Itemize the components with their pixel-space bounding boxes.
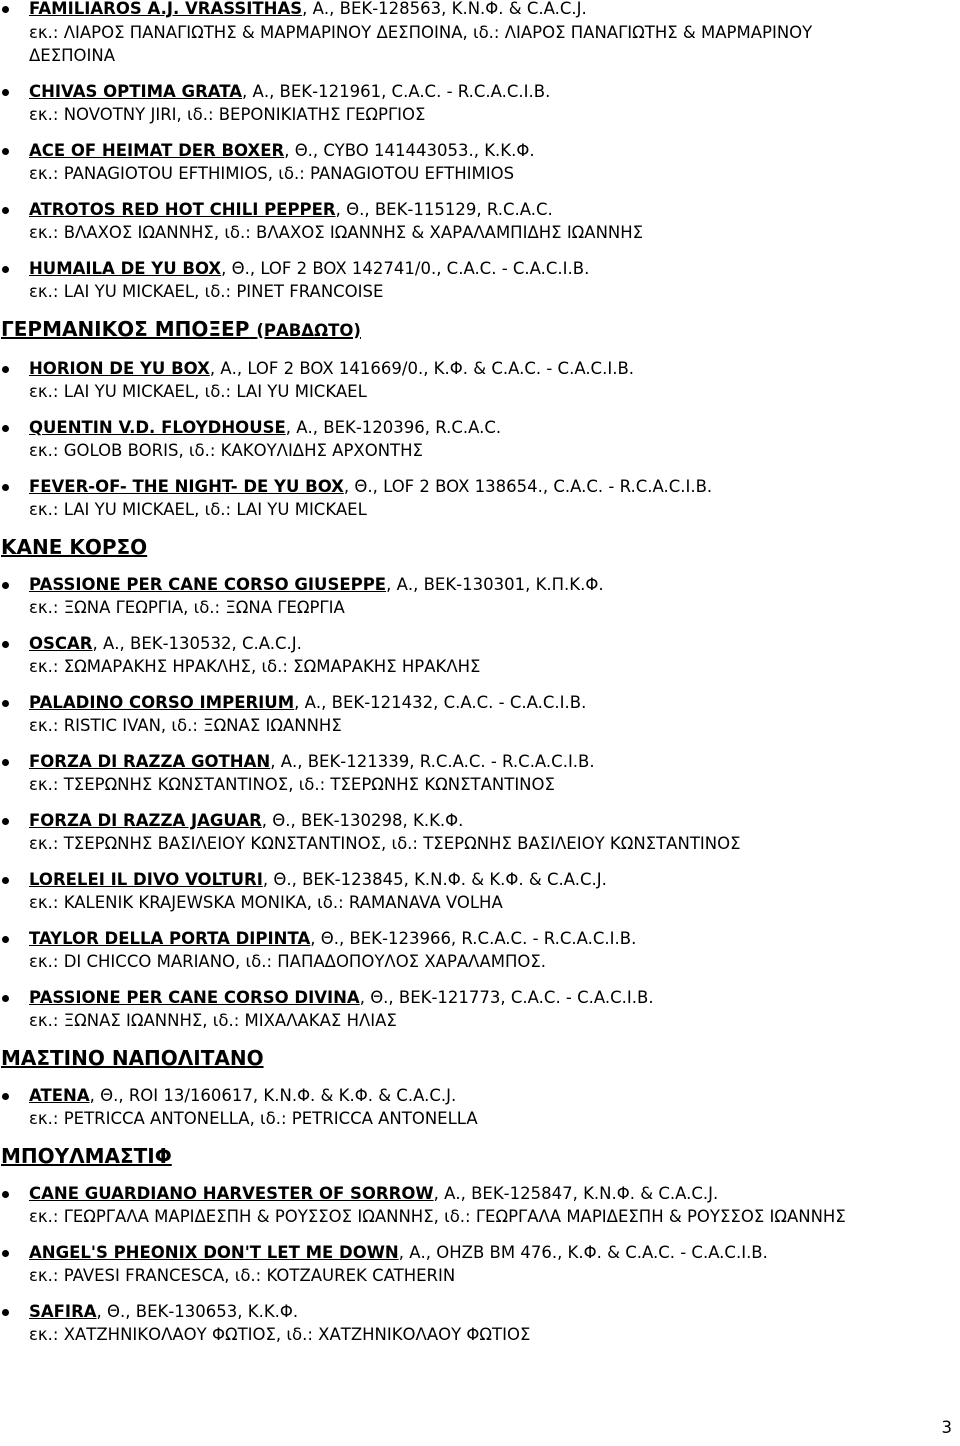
breed-heading xyxy=(0,1045,960,1071)
bullet-icon xyxy=(2,1250,9,1257)
dog-entry xyxy=(0,1182,960,1229)
dog-name: PASSIONE PER CANE CORSO GIUSEPPE xyxy=(29,574,387,594)
dog-details: , Α., ΒΕΚ-130301, Κ.Π.Κ.Φ. xyxy=(386,574,604,594)
dog-details: , Α., LOF 2 BOX 141669/0., Κ.Φ. & C.A.C. - C.A.C.I.B. xyxy=(209,358,635,378)
owner-line: εκ.: ΞΩΝΑ ΓΕΩΡΓΙΑ, ιδ.: ΞΩΝΑ ΓΕΩΡΓΙΑ xyxy=(29,598,345,617)
dog-entry xyxy=(0,632,960,679)
breed-heading xyxy=(0,1143,960,1169)
dog-entry-title-line xyxy=(29,750,960,774)
dog-entry xyxy=(0,986,960,1033)
owner-line: εκ.: RISTIC IVAN, ιδ.: ΞΩΝΑΣ ΙΩΑΝΝΗΣ xyxy=(29,716,342,735)
bullet-icon xyxy=(2,1309,9,1316)
dog-name: LORELEI IL DIVO VOLTURI xyxy=(29,869,263,889)
dog-entry-title-line xyxy=(29,868,960,892)
dog-details: , Θ., ΒΕΚ-115129, R.C.A.C. xyxy=(335,199,553,219)
dog-name: QUENTIN V.D. FLOYDHOUSE xyxy=(29,417,286,437)
bullet-icon xyxy=(2,89,9,96)
dog-name: PASSIONE PER CANE CORSO DIVINA xyxy=(29,987,360,1007)
dog-entry xyxy=(0,0,960,68)
breed-title: ΓΕΡΜΑΝΙΚΟΣ ΜΠΟΞΕΡ xyxy=(1,316,250,341)
dog-entry-title-line xyxy=(29,573,960,597)
dog-name: FORZA DI RAZZA JAGUAR xyxy=(29,810,262,830)
dog-entry-title-line xyxy=(29,80,960,104)
dog-details: , Α., ΒΕΚ-121339, R.C.A.C. - R.C.A.C.I.B. xyxy=(270,751,595,771)
owner-line: εκ.: LAI YU MICKAEL, ιδ.: PINET FRANCOISE xyxy=(29,282,384,301)
dog-details: , Α., ΒΕΚ-128563, Κ.Ν.Φ. & C.A.C.J. xyxy=(302,0,587,18)
dog-entry xyxy=(0,416,960,463)
breed-title: ΜΠΟΥΛΜΑΣΤΙΦ xyxy=(1,1143,172,1168)
owner-line: εκ.: ΣΩΜΑΡΑΚΗΣ ΗΡΑΚΛΗΣ, ιδ.: ΣΩΜΑΡΑΚΗΣ ΗΡΑΚΛΗΣ xyxy=(29,657,481,676)
bullet-icon xyxy=(2,818,9,825)
dog-details: , Α., ΒΕΚ-125847, Κ.Ν.Φ. & C.A.C.J. xyxy=(433,1183,719,1203)
dog-entry xyxy=(0,691,960,738)
bullet-icon xyxy=(2,266,9,273)
dog-name: TAYLOR DELLA PORTA DIPINTA xyxy=(29,928,311,948)
owner-line: εκ.: LAI YU MICKAEL, ιδ.: LAI YU MICKAEL xyxy=(29,382,367,401)
dog-entry xyxy=(0,868,960,915)
dog-entry xyxy=(0,809,960,856)
bullet-icon xyxy=(2,582,9,589)
dog-entry-title-line xyxy=(29,0,960,21)
dog-name: PALADINO CORSO IMPERIUM xyxy=(29,692,295,712)
breed-heading xyxy=(0,316,960,344)
dog-name: CANE GUARDIANO HARVESTER OF SORROW xyxy=(29,1183,434,1203)
dog-details: , Θ., CYBO 141443053., Κ.Κ.Φ. xyxy=(284,140,535,160)
owner-line: εκ.: DI CHICCO MARIANO, ιδ.: ΠΑΠΑΔΟΠΟΥΛΟΣ ΧΑΡΑΛΑΜΠΟΣ. xyxy=(29,952,547,971)
dog-name: FAMILIAROS A.J. VRASSITHAS xyxy=(29,0,303,18)
dog-name: OSCAR xyxy=(29,633,93,653)
bullet-icon xyxy=(2,641,9,648)
bullet-icon xyxy=(2,148,9,155)
dog-entry-title-line xyxy=(29,357,960,381)
bullet-icon xyxy=(2,425,9,432)
dog-details: , Α., ΒΕΚ-121961, C.A.C. - R.C.A.C.I.B. xyxy=(242,81,551,101)
dog-entry-title-line xyxy=(29,691,960,715)
dog-entry-title-line xyxy=(29,632,960,656)
owner-line: εκ.: LAI YU MICKAEL, ιδ.: LAI YU MICKAEL xyxy=(29,500,367,519)
bullet-icon xyxy=(2,484,9,491)
bullet-icon xyxy=(2,995,9,1002)
dog-entry xyxy=(0,1241,960,1288)
dog-name: SAFIRA xyxy=(29,1301,97,1321)
dog-entry xyxy=(0,927,960,974)
dog-entry-title-line xyxy=(29,927,960,951)
bullet-icon xyxy=(2,759,9,766)
owner-line: εκ.: ΛΙΑΡΟΣ ΠΑΝΑΓΙΩΤΗΣ & ΜΑΡΜΑΡΙΝΟΥ ΔΕΣΠΟΙΝΑ, ιδ.: ΛΙΑΡΟΣ ΠΑΝΑΓΙΩΤΗΣ & ΜΑΡΜΑΡΙΝΟΥ xyxy=(29,22,813,42)
dog-name: ACE OF HEIMAT DER BOXER xyxy=(29,140,285,160)
owner-line: εκ.: ΞΩΝΑΣ ΙΩΑΝΝΗΣ, ιδ.: ΜΙΧΑΛΑΚΑΣ ΗΛΙΑΣ xyxy=(29,1011,397,1030)
owner-line: εκ.: NOVOTNY JIRI, ιδ.: ΒΕΡΟΝΙΚΙΑΤΗΣ ΓΕΩΡΓΙΟΣ xyxy=(29,105,426,124)
dog-details: , Θ., LOF 2 BOX 138654., C.A.C. - R.C.A.C.I.B. xyxy=(343,476,713,496)
dog-entry xyxy=(0,1084,960,1131)
dog-entry-title-line xyxy=(29,986,960,1010)
owner-line: εκ.: ΤΣΕΡΩΝΗΣ ΚΩΝΣΤΑΝΤΙΝΟΣ, ιδ.: ΤΣΕΡΩΝΗΣ ΚΩΝΣΤΑΝΤΙΝΟΣ xyxy=(29,775,555,794)
breed-title: ΚΑΝΕ ΚΟΡΣΟ xyxy=(1,534,148,559)
breed-subtitle: (ΡΑΒΔΩΤΟ) xyxy=(256,320,361,340)
bullet-icon xyxy=(2,366,9,373)
dog-details: , Α., OHZB BM 476., Κ.Φ. & C.A.C. - C.A.C.I.B. xyxy=(398,1242,768,1262)
dog-name: HORION DE YU BOX xyxy=(29,358,210,378)
dog-entry xyxy=(0,573,960,620)
dog-details: , Θ., ΒΕΚ-130298, Κ.Κ.Φ. xyxy=(261,810,464,830)
dog-name: CHIVAS OPTIMA GRATA xyxy=(29,81,243,101)
dog-details: , Θ., LOF 2 BOX 142741/0., C.A.C. - C.A.C.I.B. xyxy=(221,258,590,278)
dog-details: , Α., ΒΕΚ-120396, R.C.A.C. xyxy=(285,417,502,437)
owner-line: εκ.: PANAGIOTOU EFTHIMIOS, ιδ.: PANAGIOTOU EFTHIMIOS xyxy=(29,164,515,183)
dog-details: , Θ., ΒΕΚ-121773, C.A.C. - C.A.C.I.B. xyxy=(359,987,654,1007)
bullet-icon xyxy=(2,877,9,884)
dog-name: ATENA xyxy=(29,1085,90,1105)
owner-line: εκ.: ΒΛΑΧΟΣ ΙΩΑΝΝΗΣ, ιδ.: ΒΛΑΧΟΣ ΙΩΑΝΝΗΣ & ΧΑΡΑΛΑΜΠΙΔΗΣ ΙΩΑΝΝΗΣ xyxy=(29,223,644,242)
owner-line: εκ.: ΓΕΩΡΓΑΛΑ ΜΑΡΙΔΕΣΠΗ & ΡΟΥΣΣΟΣ ΙΩΑΝΝΗΣ, ιδ.: ΓΕΩΡΓΑΛΑ ΜΑΡΙΔΕΣΠΗ & ΡΟΥΣΣΟΣ ΙΩΑΝΝΗΣ xyxy=(29,1207,846,1226)
bullet-icon xyxy=(2,700,9,707)
dog-details: , Θ., ROI 13/160617, Κ.Ν.Φ. & Κ.Φ. & C.A.C.J. xyxy=(89,1085,457,1105)
dog-entry-title-line xyxy=(29,1300,960,1324)
dog-entry xyxy=(0,257,960,304)
bullet-icon xyxy=(2,1093,9,1100)
dog-entry-title-line xyxy=(29,139,960,163)
dog-entry xyxy=(0,139,960,186)
dog-entry-title-line xyxy=(29,257,960,281)
dog-entry-title-line xyxy=(29,809,960,833)
dog-entry xyxy=(0,750,960,797)
dog-entry-title-line xyxy=(29,198,960,222)
owner-line: εκ.: PETRICCA ANTONELLA, ιδ.: PETRICCA ANTONELLA xyxy=(29,1109,478,1128)
owner-line: ΔΕΣΠΟΙΝΑ xyxy=(29,46,116,65)
bullet-icon xyxy=(2,936,9,943)
owner-line: εκ.: KALENIK KRAJEWSKA MONIKA, ιδ.: RAMANAVA VOLHA xyxy=(29,893,503,912)
bullet-icon xyxy=(2,6,9,13)
owner-line: εκ.: ΧΑΤΖΗΝΙΚΟΛΑΟΥ ΦΩΤΙΟΣ, ιδ.: ΧΑΤΖΗΝΙΚΟΛΑΟΥ ΦΩΤΙΟΣ xyxy=(29,1325,531,1344)
dog-entry-title-line xyxy=(29,1084,960,1108)
owner-line: εκ.: GOLOB BORIS, ιδ.: ΚΑΚΟΥΛΙΔΗΣ ΑΡΧΟΝΤΗΣ xyxy=(29,441,423,460)
page-number: 3 xyxy=(941,1418,952,1437)
dog-details: , Θ., ΒΕΚ-130653, Κ.Κ.Φ. xyxy=(96,1301,299,1321)
dog-details: , Θ., ΒΕΚ-123845, Κ.Ν.Φ. & Κ.Φ. & C.A.C.J. xyxy=(262,869,607,889)
dog-entry-title-line xyxy=(29,1241,960,1265)
owner-line: εκ.: PAVESI FRANCESCA, ιδ.: KOTZAUREK CATHERIN xyxy=(29,1266,456,1285)
dog-entry xyxy=(0,1300,960,1347)
dog-entry-title-line xyxy=(29,475,960,499)
dog-details: , Θ., ΒΕΚ-123966, R.C.A.C. - R.C.A.C.I.B. xyxy=(310,928,637,948)
bullet-icon xyxy=(2,207,9,214)
breed-title: ΜΑΣΤΙΝΟ ΝΑΠΟΛΙΤΑΝΟ xyxy=(1,1045,264,1070)
breed-heading xyxy=(0,534,960,560)
dog-name: FEVER-OF- THE NIGHT- DE YU BOX xyxy=(29,476,344,496)
dog-entry xyxy=(0,475,960,522)
dog-entry xyxy=(0,198,960,245)
dog-entry-title-line xyxy=(29,416,960,440)
dog-name: ANGEL'S PHEONIX DON'T LET ME DOWN xyxy=(29,1242,399,1262)
dog-name: HUMAILA DE YU BOX xyxy=(29,258,222,278)
dog-details: , Α., ΒΕΚ-121432, C.A.C. - C.A.C.I.B. xyxy=(294,692,587,712)
dog-name: ATROTOS RED HOT CHILI PEPPER xyxy=(29,199,336,219)
owner-line: εκ.: ΤΣΕΡΩΝΗΣ ΒΑΣΙΛΕΙΟΥ ΚΩΝΣΤΑΝΤΙΝΟΣ, ιδ.: ΤΣΕΡΩΝΗΣ ΒΑΣΙΛΕΙΟΥ ΚΩΝΣΤΑΝΤΙΝΟΣ xyxy=(29,834,741,853)
dog-details: , Α., ΒΕΚ-130532, C.A.C.J. xyxy=(92,633,302,653)
dog-entry xyxy=(0,80,960,127)
dog-name: FORZA DI RAZZA GOTHAN xyxy=(29,751,271,771)
dog-entry-title-line xyxy=(29,1182,960,1206)
bullet-icon xyxy=(2,1191,9,1198)
dog-entry xyxy=(0,357,960,404)
